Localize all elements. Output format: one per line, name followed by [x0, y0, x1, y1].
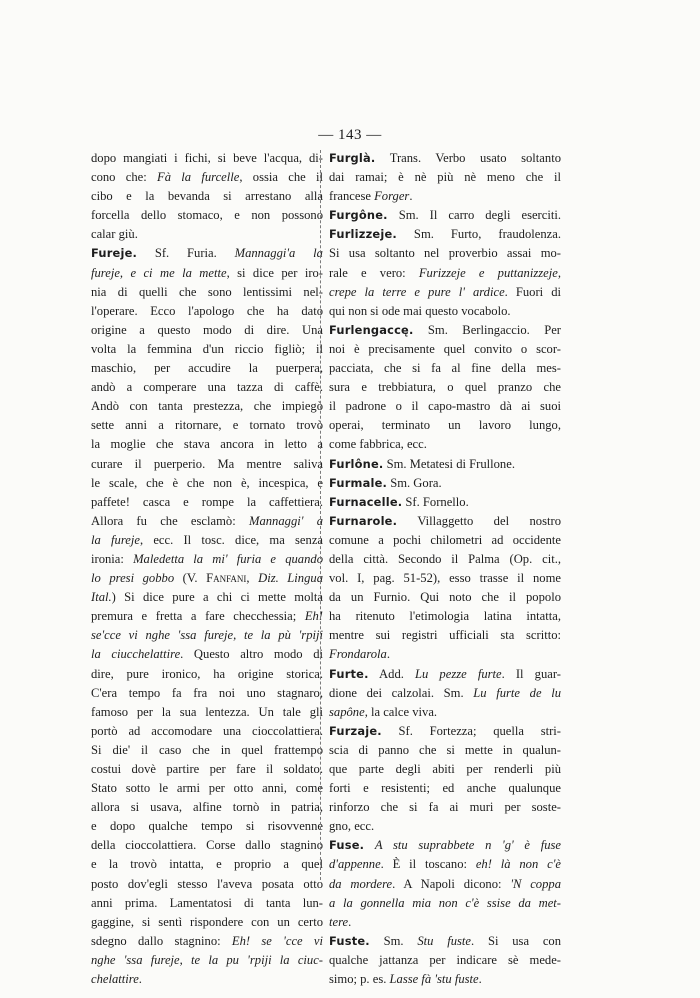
text-span: allora si usava, alfine tornò in patria,: [91, 800, 323, 815]
text-span: . Si usa con: [471, 933, 561, 948]
text-span: sdegno dallo stagnino:: [91, 933, 232, 948]
text-span: . Fuori di: [504, 284, 561, 299]
text-span: Fà la furcelle: [157, 170, 240, 185]
text-line: [91, 626, 323, 645]
text-line: [329, 283, 561, 302]
text-span: vol. I, pag. 51-52), esso trasse il nome: [329, 571, 561, 586]
text-span: Fanfani: [206, 571, 247, 586]
text-line: [91, 855, 323, 874]
text-line: [329, 836, 561, 855]
text-span: noi è precisamente quel convito o scor-: [329, 341, 561, 356]
text-span: anni prima. Lamentatosi di tanta lun-: [91, 895, 323, 910]
text-span: . A Napoli dicono:: [392, 876, 511, 891]
entry-headword: Fureje.: [91, 246, 138, 261]
text-line: [91, 798, 323, 817]
text-line: [91, 894, 323, 913]
text-span: Sm. Furto, fraudolenza.: [396, 227, 561, 242]
text-line: [329, 779, 561, 798]
text-line: [329, 703, 561, 722]
text-line: [91, 875, 323, 894]
text-span: premura e fretta a fare checchessia;: [91, 609, 305, 624]
text-span: Sf. Fortezza; quella stri-: [381, 723, 561, 738]
text-line: [91, 817, 323, 836]
text-line: [91, 703, 323, 722]
text-line: [329, 474, 561, 493]
text-line: [329, 455, 561, 474]
text-span: curare il puerperio. Ma mentre saliva: [91, 456, 323, 471]
text-span: sette anni a ritornare, e tornato trovò: [91, 418, 323, 433]
text-span: Lu pezze furte: [415, 666, 502, 681]
text-line: [91, 149, 323, 168]
text-line: [91, 206, 323, 225]
entry-headword: Furnarole.: [329, 513, 398, 528]
text-span: , ecc. Il tosc. dice, ma senza: [139, 532, 323, 547]
entry-headword: Furglà.: [329, 151, 376, 165]
entry-headword: Furlône.: [329, 456, 384, 471]
text-span: forti e resistenti; ed anche qualunque: [329, 781, 561, 796]
text-span: Mannaggi'a la: [234, 246, 323, 261]
text-line: [329, 244, 561, 263]
text-span: Ital.: [91, 590, 112, 605]
entry-headword: Furmale.: [329, 475, 388, 490]
text-span: Stu fuste: [417, 933, 472, 948]
text-span: fureje, e ci me la mette: [91, 265, 227, 280]
text-span: e la trovò intatta, e proprio a quel: [91, 857, 323, 872]
text-line: [91, 531, 323, 550]
text-line: [91, 645, 323, 664]
text-span: chelattire: [91, 972, 139, 987]
text-span: forcella dello stomaco, e non possono: [91, 208, 323, 223]
text-span: se'cce vi nghe 'ssa fureje, te la pù 'rpiji: [91, 628, 323, 643]
text-line: [91, 665, 323, 684]
text-span: Si die' il caso che in quel frattempo: [91, 742, 323, 757]
text-span: da un Furnio. Qui noto che il popolo: [329, 590, 561, 605]
text-line: [91, 741, 323, 760]
text-span: Diz. Lingua: [258, 571, 323, 586]
text-span: . È il toscano:: [380, 857, 476, 872]
text-span: tere: [329, 914, 349, 929]
text-span: paffete! casca e rompe la caffettiera.: [91, 494, 323, 509]
text-line: [91, 607, 323, 626]
text-span: . Il guar-: [501, 666, 561, 681]
entry-headword: Furgône.: [329, 208, 388, 223]
text-line: [91, 302, 323, 321]
text-span: que parte degli abiti per renderli più: [329, 762, 561, 776]
text-line: [329, 665, 561, 684]
text-span: il padrone o il capo-mastro dà ai suoi: [329, 399, 561, 414]
text-span: .: [348, 914, 352, 929]
entry-headword: Fuste.: [329, 933, 370, 948]
text-span: portò ad accomodare una cioccolattiera.: [91, 723, 323, 738]
text-line: [91, 225, 323, 244]
text-line: [91, 397, 323, 416]
text-span: C'era tempo fa fra noi uno stagnaro,: [91, 685, 323, 700]
text-span: Andò con tanta prestezza, che impiegò: [91, 399, 323, 414]
text-span: Add.: [368, 666, 416, 681]
text-line: [329, 626, 561, 645]
text-line: [329, 970, 561, 989]
text-line: [329, 932, 561, 951]
text-line: [329, 225, 561, 244]
text-span: Trans. Verbo usato soltanto: [375, 151, 561, 165]
text-line: [91, 474, 323, 493]
text-line: [91, 932, 323, 951]
text-span: [364, 838, 375, 852]
text-line: [329, 760, 561, 779]
entry-headword: Furzaje.: [329, 723, 382, 738]
text-span: lo presi gobbo: [91, 571, 175, 586]
text-span: maschio, per accudire la puerpera,: [91, 361, 323, 376]
text-line: [329, 321, 561, 340]
text-line: [329, 416, 561, 435]
text-line: [91, 970, 323, 989]
text-span: Mannaggi' a: [248, 513, 323, 528]
text-span: francese: [329, 189, 375, 204]
text-span: rinforzo che si fa ai muri per soste-: [329, 800, 561, 815]
text-line: [329, 817, 561, 836]
text-span: andò a comperare una tazza di caffè.: [91, 380, 323, 395]
text-span: scia di panno che si mette in qualun-: [329, 742, 561, 757]
text-line: [91, 264, 323, 283]
text-span: gno, ecc.: [329, 819, 375, 834]
text-span: dione dei calzolai. Sm.: [329, 685, 474, 700]
text-line: [91, 244, 323, 263]
text-line: [329, 588, 561, 607]
text-span: dopo mangiati i fichi, si beve l'acqua, di-: [91, 151, 323, 165]
text-line: [329, 168, 561, 187]
text-line: [91, 588, 323, 607]
text-span: l'operare. Ecco l'apologo che ha dato: [91, 303, 323, 318]
text-line: [91, 455, 323, 474]
text-span: ) Si dice pure a chi ci mette molta: [111, 590, 323, 605]
text-span: eh! là non c'è: [475, 857, 561, 872]
text-span: Frondarola: [329, 647, 387, 662]
text-line: [91, 951, 323, 970]
entry-headword: Furte.: [329, 666, 369, 681]
text-span: cono che:: [91, 170, 158, 185]
text-line: [329, 187, 561, 206]
text-span: volta la femmina d'un riccio figliò; il: [91, 341, 323, 356]
text-span: Eh!: [304, 609, 323, 624]
text-span: Furizzeje e puttanizzeje,: [418, 265, 561, 280]
text-span: Sm. Metatesi di Frullone.: [383, 456, 515, 471]
text-span: la ciucchelattire: [91, 647, 181, 662]
text-line: [91, 913, 323, 932]
text-span: calar giù.: [91, 227, 138, 242]
text-span: le scale, che è che non è, incespica, e: [91, 475, 323, 490]
text-line: [91, 168, 323, 187]
text-line: [91, 378, 323, 397]
text-span: costui dovè partire per fare il soldato.: [91, 762, 323, 776]
text-line: [91, 359, 323, 378]
text-line: [91, 569, 323, 588]
text-line: [91, 283, 323, 302]
text-line: [91, 340, 323, 359]
text-span: Sm.: [369, 933, 418, 948]
entry-headword: Fuse.: [329, 838, 365, 853]
entry-headword: Furlizzeje.: [329, 227, 397, 242]
text-line: [329, 855, 561, 874]
text-span: pacciata, che si fa al fine della mes-: [329, 361, 561, 376]
text-span: Sf. Fornello.: [402, 494, 469, 509]
text-line: [91, 722, 323, 741]
text-span: qualche jattanza per indicare sè mede-: [329, 952, 561, 967]
text-span: famoso per la sua lentezza. Un tale gli: [91, 704, 323, 719]
text-span: nghe 'ssa fureje, te la pu 'rpiji la ciuc-: [91, 952, 323, 967]
text-line: [91, 416, 323, 435]
text-span: .: [386, 647, 390, 662]
text-span: Stato sotto le armi per otto anni, come: [91, 781, 323, 796]
text-span: A stu suprabbete n 'g' è fuse: [374, 838, 562, 853]
text-line: [91, 779, 323, 798]
text-span: la moglie che stava ancora in letto a: [91, 437, 323, 452]
text-line: [329, 607, 561, 626]
text-span: comune a pochi chilometri ad occidente: [329, 532, 561, 547]
text-span: Lasse fà 'stu fuste: [389, 972, 479, 987]
text-span: Forger: [374, 189, 410, 204]
text-span: crepe la terre e pure l' ardice: [329, 284, 505, 299]
text-line: [91, 187, 323, 206]
text-line: [329, 798, 561, 817]
text-line: [329, 302, 561, 321]
text-span: ,: [246, 571, 259, 586]
page-number: — 143 —: [318, 127, 382, 143]
text-line: [329, 359, 561, 378]
text-line: [329, 531, 561, 550]
column-divider: [320, 150, 325, 880]
text-line: [329, 645, 561, 664]
text-span: Sf. Furia.: [137, 246, 235, 261]
text-line: [91, 512, 323, 531]
text-span: posto dov'egli stesso l'aveva posata otto: [91, 876, 323, 891]
text-span: cibo e la bevanda si arrestano alla: [91, 189, 323, 204]
text-span: , la calce viva.: [364, 704, 438, 719]
text-span: .: [478, 972, 482, 987]
text-line: [329, 913, 561, 932]
text-span: da mordere: [329, 876, 393, 891]
text-span: Lu furte de lu: [473, 685, 561, 700]
text-span: ha ritenuto l'etimologia latina intatta,: [329, 609, 561, 624]
text-line: [329, 569, 561, 588]
text-span: nia di quelli che sono lentissimi nel-: [91, 284, 323, 299]
text-line: [329, 722, 561, 741]
text-span: , si dice per iro-: [226, 265, 323, 280]
text-line: [329, 512, 561, 531]
entry-headword: Furlengaccę.: [329, 322, 414, 337]
text-span: Villaggetto del nostro: [397, 513, 561, 528]
text-span: .: [409, 189, 413, 204]
text-span: e dopo qualche tempo si risovvenne: [91, 819, 323, 834]
text-line: [329, 149, 561, 168]
text-span: rale e vero:: [329, 265, 419, 280]
text-line: [329, 684, 561, 703]
text-span: Eh! se 'cce vi: [231, 933, 323, 948]
text-line: [329, 951, 561, 970]
text-span: Sm. Berlingaccio. Per: [413, 322, 561, 337]
text-line: [91, 493, 323, 512]
text-span: Si usa soltanto nel proverbio assai mo-: [329, 246, 561, 261]
left-column: [91, 149, 323, 989]
entry-headword: Furnacelle.: [329, 494, 403, 509]
text-span: Sm. Gora.: [387, 475, 442, 490]
text-span: della città. Secondo il Palma (Op. cit.,: [329, 551, 561, 566]
text-line: [329, 894, 561, 913]
text-line: [91, 684, 323, 703]
text-line: [329, 741, 561, 760]
text-line: [91, 836, 323, 855]
text-span: come fabbrica, ecc.: [329, 437, 427, 452]
text-span: origine a questo modo di dire. Una: [91, 322, 323, 337]
text-span: operai, terminato un lavoro lungo,: [329, 418, 561, 433]
text-span: a la gonnella mia non c'è ssise da met-: [329, 895, 561, 910]
text-line: [329, 875, 561, 894]
text-span: d'appenne: [329, 857, 381, 872]
text-span: 'N coppa: [510, 876, 561, 891]
text-line: [91, 435, 323, 454]
text-span: , ossia che il: [239, 170, 323, 185]
text-line: [91, 321, 323, 340]
right-column: [329, 149, 561, 989]
text-span: mentre sui registri ufficiali sta scritto:: [329, 628, 561, 643]
text-line: [329, 550, 561, 569]
text-span: Sm. Il carro degli eserciti.: [387, 208, 561, 223]
text-line: [329, 340, 561, 359]
text-span: qui non si ode mai questo vocabolo.: [329, 303, 511, 318]
text-line: [329, 378, 561, 397]
text-span: dai ramai; è nè più nè meno che il: [329, 170, 561, 185]
text-span: gaggine, si sentì rispondere con un certo: [91, 914, 323, 929]
text-line: [91, 550, 323, 569]
text-span: . Questo altro modo di: [180, 647, 323, 662]
text-span: della cioccolattiera. Corse dallo stagnino: [91, 838, 323, 853]
text-line: [329, 206, 561, 225]
text-span: (V.: [174, 571, 207, 586]
text-line: [329, 397, 561, 416]
text-span: sapône: [329, 704, 365, 719]
text-span: ironia:: [91, 551, 134, 566]
text-span: sura e trebbiatura, o quel pranzo che: [329, 380, 561, 395]
text-span: la fureje: [91, 532, 140, 547]
text-span: .: [138, 972, 142, 987]
text-line: [329, 435, 561, 454]
text-line: [329, 264, 561, 283]
text-span: simo; p. es.: [329, 972, 390, 987]
text-span: dire, pure ironico, ha origine storica.: [91, 666, 323, 681]
text-line: [329, 493, 561, 512]
text-line: [91, 760, 323, 779]
text-span: Maledetta la mi' furia e quando: [133, 551, 323, 566]
text-span: Allora fu che esclamò:: [91, 513, 249, 528]
